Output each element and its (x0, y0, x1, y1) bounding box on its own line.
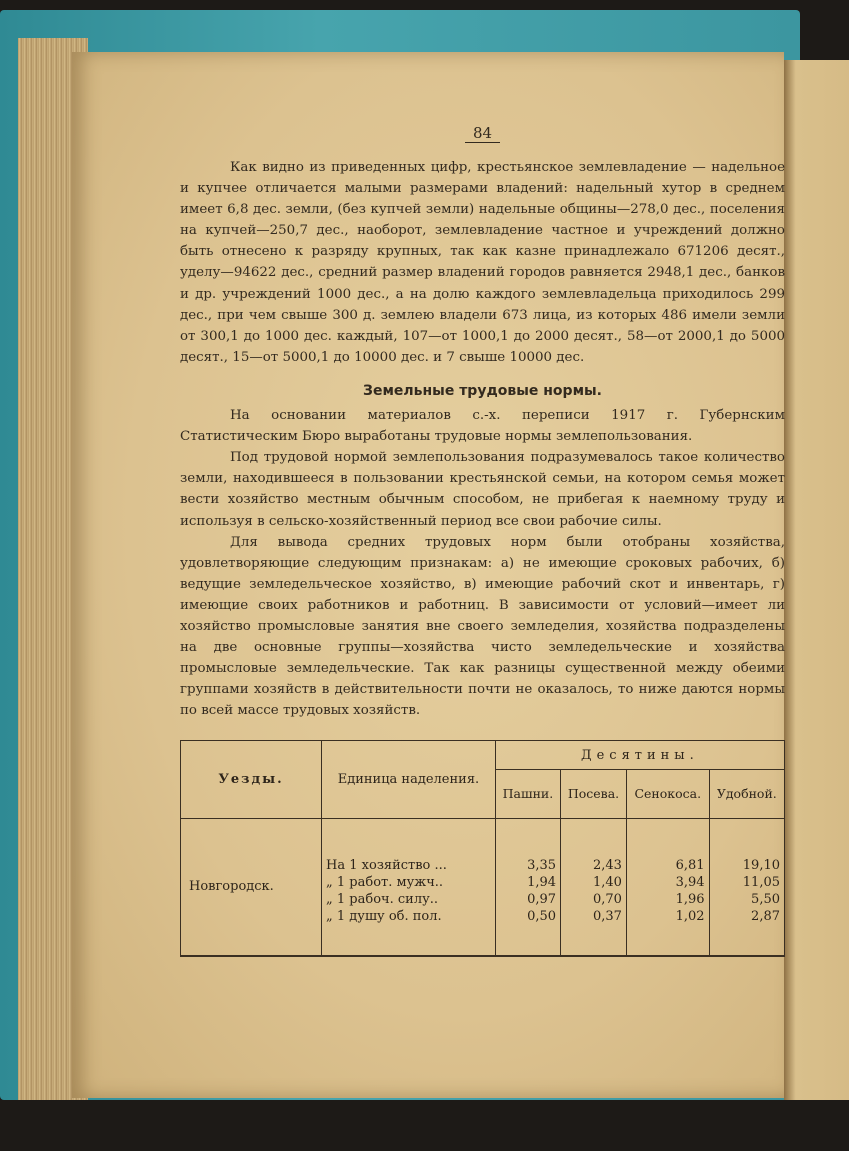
labor-norms-table (180, 740, 785, 957)
value: 3,35 (527, 858, 557, 873)
column-header-pashni: Пашни. (495, 770, 560, 819)
unit-line: „ 1 работ. мужч.. (326, 875, 444, 890)
value: 0,50 (527, 909, 557, 924)
cell-poseva (561, 819, 627, 957)
cell-units (322, 819, 496, 957)
page-number: 84 (180, 124, 785, 142)
value: 19,10 (742, 858, 780, 873)
cell-uezd: Новгородск. (181, 819, 322, 957)
paragraph: На основании материалов с.-х. переписи 1917 г. Губернским Статистическим Бюро выработаны трудовые нормы землепользования. (180, 408, 785, 445)
column-group-header: Десятины. (495, 741, 784, 770)
value: 5,50 (751, 892, 780, 907)
value: 0,97 (527, 892, 557, 907)
table-row (181, 819, 785, 957)
paragraph: Под трудовой нормой землепользования подразумевалось такое количество земли, находившееся в пользовании крестьянской семьи, на котором семья может вести хозяйство местным обычным способом, не прибегая к наемному труду и используя в сельско-хозяйственный период все свои рабочие силы. (180, 450, 785, 529)
next-page-edge (784, 60, 849, 1100)
unit-line: На 1 хозяйство ... (326, 858, 447, 873)
value: 6,81 (675, 858, 705, 873)
unit-line: „ 1 рабоч. силу.. (326, 892, 439, 907)
value: 2,43 (592, 858, 622, 873)
value: 0,37 (592, 909, 622, 924)
value: 1,96 (675, 892, 705, 907)
column-header-poseva: Посева. (561, 770, 627, 819)
cell-udobnoy (709, 819, 784, 957)
paragraph: Для вывода средних трудовых норм были отобраны хозяйства, удовлетворяющие следующим признакам: а) не имеющие сроковых рабочих, б) ведущие земледельческое хозяйство, в) имеющие рабочий скот и инвентарь, г) имеющие своих работников и работниц. В зависимости от условий—имеет ли хозяйство промысловые занятия вне своего земледелия, хозяйства подразделены на две основные группы—хозяйства чисто земледельческие и хозяйства промысловые земледельческие. Так как разницы существенной между обеими группами хозяйств в действительности почти не оказалось, то ниже даются нормы по всей массе трудовых хозяйств. (180, 534, 785, 719)
value: 11,05 (742, 875, 780, 890)
paragraph: Как видно из приведенных цифр, крестьянское землевладение — надельное и купчее отличается малыми размерами владений: надельный хутор в среднем имеет 6,8 дес. земли, (без купчей земли) надельные общины—278,0 дес., поселения на купчей—250,7 дес., наоборот, землевладение частное и учреждений должно быть отнесено к разряду крупных, так как казне принадлежало 671206 десят., уделу—94622 дес., средний размер владений городов равняется 2948,1 дес., банков и др. учреждений 1000 дес., а на долю каждого землевладельца приходилось 299 дес., при чем свыше 300 д. землею владели 673 лица, из которых 486 имели земли от 300,1 до 1000 дес. каждый, 107—от 1000,1 до 2000 десят., 58—от 2000,1 до 5000 десят., 15—от 5000,1 до 10000 дес. и 7 свыше 10000 дес. (180, 160, 785, 365)
column-header-senokosa: Сенокоса. (626, 770, 709, 819)
unit-line: „ 1 душу об. пол. (326, 909, 442, 924)
value: 1,94 (527, 875, 557, 890)
value: 0,70 (592, 892, 622, 907)
value: 3,94 (675, 875, 705, 890)
column-header-udobnoy: Удобной. (709, 770, 784, 819)
value: 2,87 (751, 909, 780, 924)
cell-senokosa (626, 819, 709, 957)
cell-pashni (495, 819, 560, 957)
section-heading: Земельные трудовые нормы. (363, 382, 602, 399)
value: 1,40 (592, 875, 622, 890)
value: 1,02 (675, 909, 705, 924)
column-header-uezd: Уезды. (181, 741, 322, 819)
column-header-unit: Единица наделения. (322, 741, 496, 819)
book-page (72, 52, 784, 1098)
body-text (180, 157, 785, 721)
